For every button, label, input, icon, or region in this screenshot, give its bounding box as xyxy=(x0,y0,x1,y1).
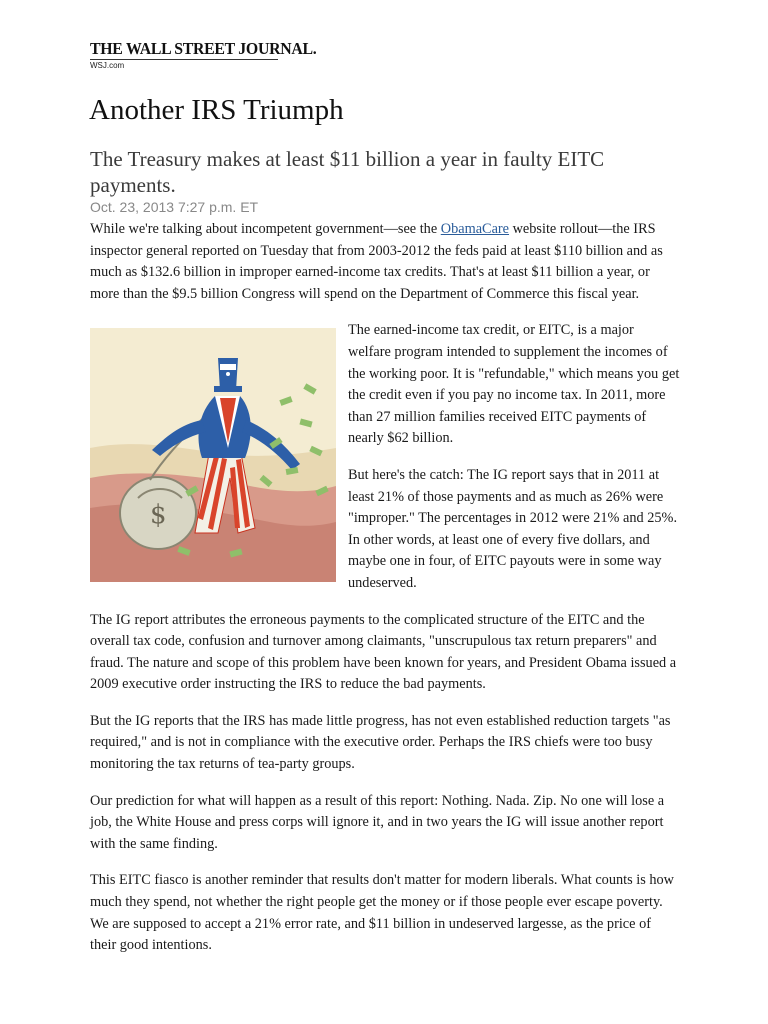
masthead-site: WSJ.com xyxy=(90,61,125,70)
p1-tail-text: website rollout—the IRS inspector general reported on Tuesday that from 2003-2012 the feds paid at least $110 billion and as much as $132.6 billion in improper earned-income tax credits. That's at least $11 billion a year, or more than the $9.5 billion Congress will spend on the Department of Commerce this fiscal year. xyxy=(90,221,663,302)
paragraph-3: But here's the catch: The IG report says that in 2011 at least 21% of those payments and as much as 26% were "improper." The percentages in 2012 were 21% and 25%. In other words, at least one of every five dollars, and maybe one in four, of EITC payouts were in some way undeserved. xyxy=(348,466,678,591)
masthead-logo: THE WALL STREET JOURNAL. xyxy=(90,39,317,58)
article-body xyxy=(90,219,680,972)
paragraph-7: This EITC fiasco is another reminder that results don't matter for modern liberals. What counts is how much they spend, not whether the right people get the money or if those people ever escape poverty. We are supposed to accept a 21% error rate, and $11 billion in undeserved largesse, as the price of their good intentions. xyxy=(90,872,674,954)
article-headline: Another IRS Triumph xyxy=(89,94,344,126)
paragraph-5: But the IG reports that the IRS has made little progress, has not even established reduction targets "as required," and is not in compliance with the executive order. Perhaps the IRS chiefs were too busy monitoring the tax returns of tea-party groups. xyxy=(90,712,671,773)
article-dateline: Oct. 23, 2013 7:27 p.m. ET xyxy=(90,199,259,215)
svg-text:$: $ xyxy=(150,500,167,531)
wsj-masthead[interactable] xyxy=(90,39,317,70)
uncle-sam-illustration xyxy=(90,328,336,582)
masthead-rule xyxy=(90,59,278,60)
paragraph-6: Our prediction for what will happen as a result of this report: Nothing. Nada. Zip. No one will lose a job, the White House and press corps will ignore it, and in two years the IG will issue another report with the same finding. xyxy=(90,792,665,852)
paragraph-4: The IG report attributes the erroneous payments to the complicated structure of the EITC and the overall tax code, confusion and turnover among claimants, "unscrupulous tax return preparers" and fraud. The nature and scope of this problem have been known for years, and President Obama issued a 2009 executive order instructing the IRS to reduce the bad payments. xyxy=(90,611,677,693)
paragraph-2: The earned-income tax credit, or EITC, is a major welfare program intended to supplement the incomes of the working poor. It is "refundable," which means you get the credit even if you pay no income tax. In 2011, more than 27 million families received EITC payments of nearly $62 billion. xyxy=(348,322,680,447)
p1-lead-text: While we're talking about incompetent government—see the xyxy=(90,221,441,237)
paragraph-1 xyxy=(90,219,680,305)
article-subhead: The Treasury makes at least $11 billion a year in faulty EITC payments. xyxy=(90,147,605,197)
obamacare-link[interactable]: ObamaCare xyxy=(440,221,510,237)
